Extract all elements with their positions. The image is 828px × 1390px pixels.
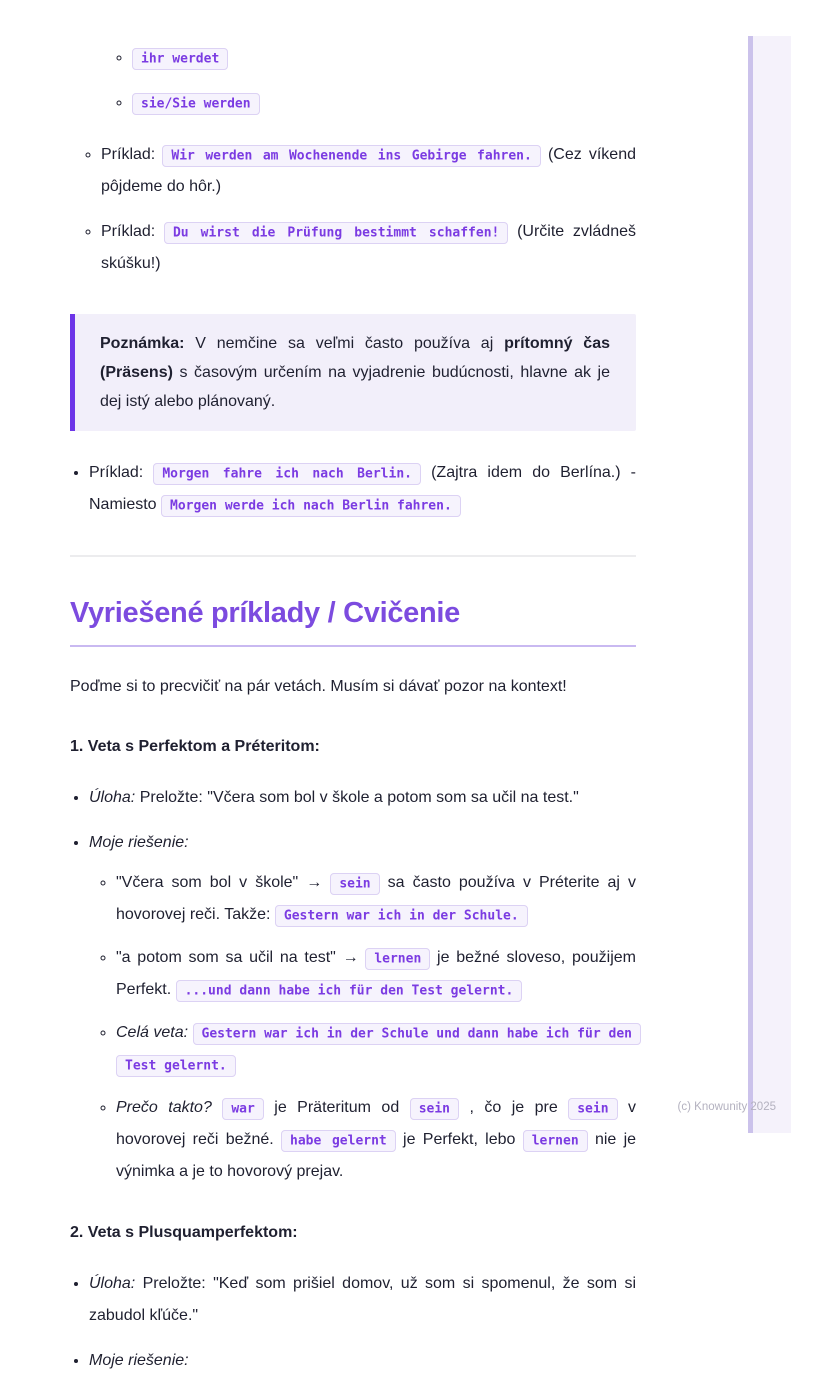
berlin-example-list [70,457,636,521]
future-example-list [70,139,636,280]
text-run: V nemčine sa veľmi často používa aj [184,335,505,352]
solution-steps-list [89,867,636,1188]
code-chip: ...und dann habe ich für den Test gelernt. [176,980,523,1002]
text-run: Preložte: "Keď som prišiel domov, už som si spomenul, že som si zabudol kľúče." [89,1275,636,1325]
pronoun-chip-list [70,42,636,119]
note-callout [70,314,636,431]
code-chip: war [222,1098,263,1120]
next-page-edge [748,36,791,1133]
text-run: s časovým určením na vyjadrenie budúcnosti, hlavne ak je dej istý alebo plánovaný. [100,364,610,411]
solution-item [89,1345,636,1377]
text-run: , čo je pre [469,1099,569,1117]
solution-step [116,1092,636,1188]
code-chip: ihr werdet [132,48,228,70]
text-run: Moje riešenie: [89,834,189,852]
solution-step [116,1017,636,1081]
list-item [132,42,636,74]
text-run: Prečo takto? [116,1099,212,1117]
text-run: Poznámka: [100,335,185,352]
footer-credit: (c) Knowunity 2025 [677,1101,776,1113]
text-run: je Präteritum od [274,1099,410,1117]
text-run: prítomný čas (Präsens) [100,335,610,382]
code-chip: habe gelernt [281,1130,396,1152]
code-chip: sein [410,1098,459,1120]
code-chip: Morgen fahre ich nach Berlin. [153,463,421,485]
list-item [101,139,636,203]
text-run: "Včera som bol v škole" → [116,874,331,892]
text-run [212,1099,222,1116]
solution-label [89,834,189,851]
text-run: sa často používa v Préterite aj v hovorovej reči. Takže: [116,874,636,924]
code-chip: sein [568,1098,617,1120]
text-run: nie je výnimka a je to hovorový prejav. [116,1131,637,1181]
section-intro-text: Poďme si to precvičiť na pár vetách. Musím si dávať pozor na kontext! [70,678,567,696]
text-run: je bežné sloveso, použijem Perfekt. [116,949,636,999]
code-chip: lernen [523,1130,588,1152]
code-chip: sein [330,873,379,895]
solution-step [116,867,636,931]
text-run: "a potom som sa učil na test" → [116,949,366,967]
text-run [188,1024,192,1041]
list-item [101,216,636,280]
list-item [132,87,636,119]
section-divider [70,555,636,557]
text-run: Príklad: [101,146,163,163]
text-run: Moje riešenie: [89,1352,189,1370]
text-run: (Určite zvládneš skúšku!) [101,223,637,272]
text-run: je Perfekt, lebo [403,1131,523,1149]
text-run: Príklad: [89,464,154,482]
code-chip: Gestern war ich in der Schule. [275,905,528,927]
text-run: Preložte: "Včera som bol v škole a potom som sa učil na test." [135,789,579,807]
code-chip: Gestern war ich in der Schule und dann habe ich für den Test gelernt. [116,1023,641,1077]
code-chip: Morgen werde ich nach Berlin fahren. [161,495,461,517]
exercise-2-heading: 2. Veta s Plusquamperfektom: [70,1224,298,1242]
code-chip: lernen [365,948,430,970]
exercise-1-heading: 1. Veta s Perfektom a Préteritom: [70,738,320,756]
text-run: Celá veta: [116,1024,189,1042]
code-chip: Wir werden am Wochenende ins Gebirge fahren. [162,145,540,167]
text-run: Úloha: [89,1275,136,1293]
code-chip: sie/Sie werden [132,93,260,115]
task-item [89,1268,636,1332]
text-run: (Zajtra idem do Berlína.) - Namiesto [89,464,637,514]
list-item [89,457,636,521]
note-content-column [70,0,636,1390]
exercise-2-list [70,1268,636,1377]
text-run: (Cez víkend pôjdeme do hôr.) [101,146,636,195]
code-chip: Du wirst die Prüfung bestimmt schaffen! [164,222,508,244]
exercise-1-list [70,782,636,1188]
section-heading: Vyriešené príklady / Cvičenie [70,597,636,647]
solution-step [116,942,636,1006]
task-item [89,782,636,814]
text-run: v hovorovej reči bežné. [116,1099,637,1149]
text-run: Úloha: [89,789,136,807]
text-run: Príklad: [101,223,164,240]
solution-item [89,827,636,1188]
